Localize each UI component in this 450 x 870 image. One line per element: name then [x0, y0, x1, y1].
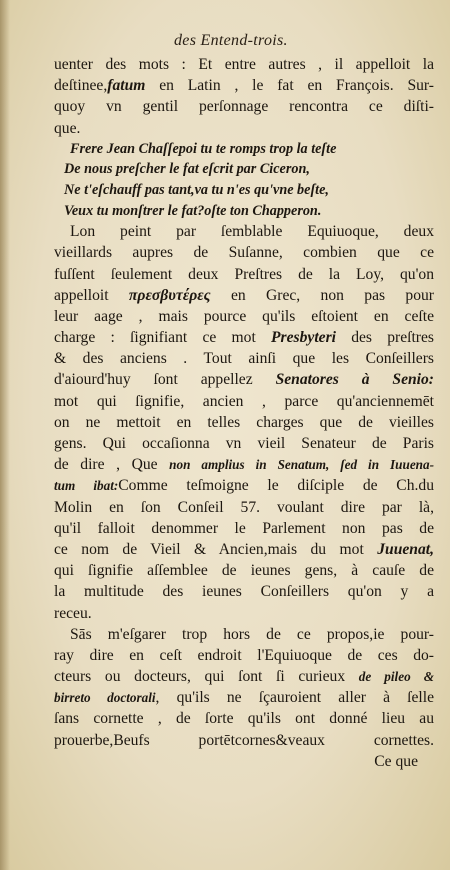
verse-line: De nous preſcher le fat eſcrit par Ciceron, [64, 161, 310, 178]
verse-line: Veux tu monſtrer le fat?oſte ton Chapperon. [64, 202, 322, 219]
text-line: ray dire en ceſt endroit l'Equiuoque de ces do- [54, 646, 434, 664]
italic-term: Presbyteri [271, 329, 336, 347]
text-line: fuſſent ſeulement deux Preſtres de la Loy, qu'on [54, 265, 434, 283]
text-span: appelloit [54, 286, 129, 304]
italic-term: Juuenat, [377, 540, 434, 558]
text-line [54, 327, 434, 348]
italic-term: Senatores à Senio: [275, 371, 434, 389]
text-span: en Latin , le fat en François. Sur- [145, 77, 434, 95]
text-span: , qu'ils ne ſçauroient aller à ſelle [155, 689, 434, 707]
latin-quote: tum ibat: [54, 478, 119, 494]
text-line [54, 454, 434, 475]
verse-line: Frere Jean Chaſſepoi tu te romps trop la teſte [70, 140, 337, 157]
latin-quote: de pileo & [358, 669, 434, 685]
text-line [54, 475, 434, 496]
greek-term: πρεσβυτέρες [128, 286, 211, 304]
latin-quote: non amplius in Senatum, ſed in Iuuena- [169, 457, 434, 473]
text-span: Comme teſmoigne le diſciple de Ch.du [118, 477, 434, 495]
text-line: & des anciens . Tout ainſi que les Conſeillers [54, 350, 434, 368]
text-span: charge : ſignifiant ce mot [54, 329, 272, 347]
text-line: ſans cornette , de ſorte qu'ils ont donné lieu au [54, 710, 434, 728]
text-line: receu. [54, 604, 92, 622]
text-line: quoy vn gentil perſonnage rencontra ce diſti- [54, 98, 434, 116]
text-line: Molin en ſon Conſeil 57. voulant dire par là, [54, 498, 434, 516]
italic-term: fatum [107, 77, 146, 95]
text-line [54, 285, 434, 306]
text-line: uenter des mots : Et entre autres , il appelloit la [54, 56, 434, 73]
text-line: gens. Qui occaſionna vn vieil Senateur de Paris [54, 435, 434, 452]
text-span: cteurs ou docteurs, qui ſont ſi curieux [54, 668, 359, 686]
text-span: des preſtres [335, 329, 434, 347]
text-line [54, 75, 434, 96]
page-body [54, 54, 434, 772]
text-span: en Grec, non pas pour [210, 286, 434, 304]
text-line: Sās m'eſgarer trop hors de ce propos,ie pour- [70, 625, 434, 643]
text-line: qu'il falloit denommer le Parlement non pas de [54, 519, 434, 537]
text-line: qui ſignifie aſſemblee de ieunes gens, à cauſe de [54, 562, 434, 580]
text-line [54, 369, 434, 390]
verse-line: Ne t'eſchauff pas tant,va tu n'es qu'vne beſte, [64, 181, 329, 198]
text-line [54, 687, 434, 708]
text-line: on ne mettoit en telles charges que de vieilles [54, 413, 434, 431]
text-span: de dire , Que [54, 456, 170, 474]
running-title: des Entend-trois. [174, 32, 288, 49]
text-line: la multitude des ieunes Conſeillers qu'on y a [54, 583, 434, 601]
text-span: d'aiourd'huy ſont appellez [54, 371, 276, 389]
latin-quote: birreto doctorali [54, 690, 156, 706]
text-line [54, 539, 434, 560]
text-span: ce nom de Vieil & Ancien,mais du mot [54, 540, 378, 558]
text-span: deſtinee, [54, 77, 108, 95]
text-line: que. [54, 119, 81, 137]
text-line: mot qui ſignifie, ancien , parce qu'anciennemēt [54, 392, 434, 410]
text-line [54, 666, 434, 687]
text-line: vieillards aupres de Suſanne, combien que ce [54, 244, 434, 262]
text-line: Lon peint par ſemblable Equiuoque, deux [70, 223, 434, 241]
text-line: prouerbe,Beufs portētcornes&veaux cornettes. [54, 731, 434, 749]
text-line: leur aage , mais pource qu'ils eſtoient en ceſte [54, 307, 434, 325]
catchword: Ce que [374, 752, 418, 770]
